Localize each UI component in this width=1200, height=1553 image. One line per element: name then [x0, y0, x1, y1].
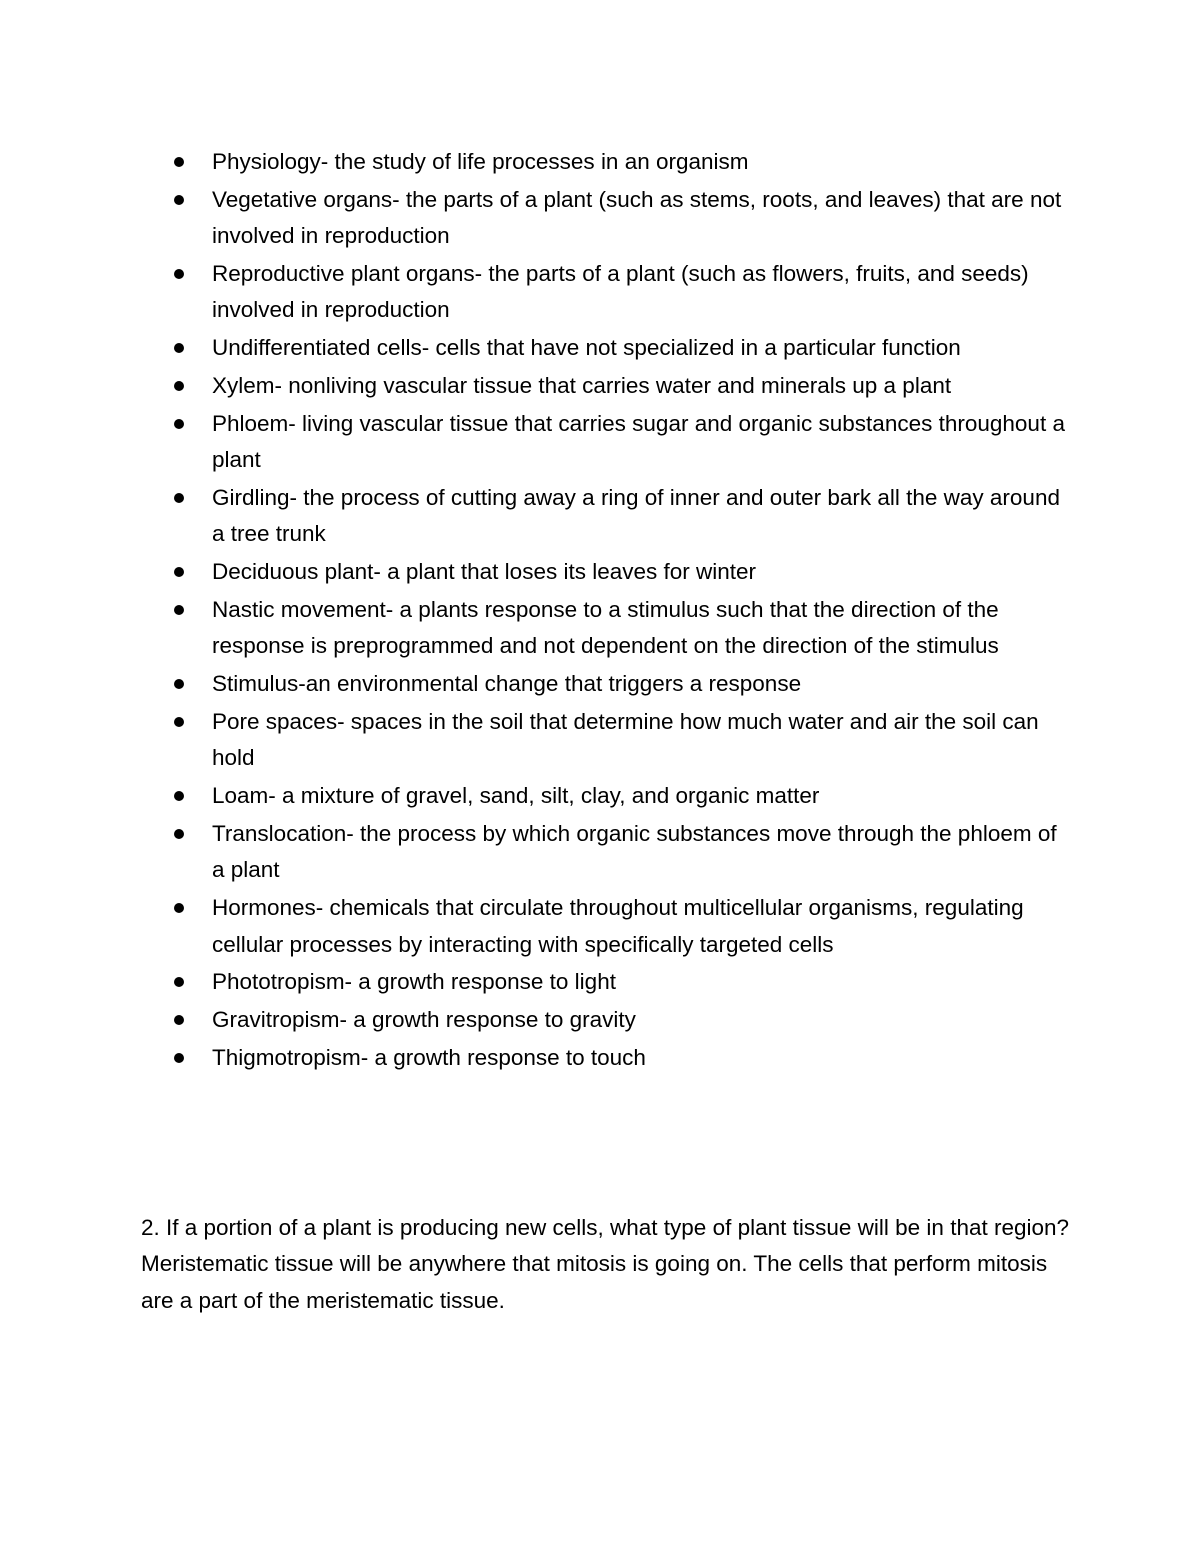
list-item-text: Phototropism- a growth response to light — [212, 969, 616, 995]
bullet-icon — [174, 791, 184, 801]
bullet-icon — [174, 567, 184, 577]
list-item-text: Undifferentiated cells- cells that have not specialized in a particular function — [212, 335, 961, 361]
list-item — [212, 368, 1072, 404]
list-item-text: Deciduous plant- a plant that loses its leaves for winter — [212, 559, 757, 585]
bullet-icon — [174, 717, 184, 727]
list-item-text: Translocation- the process by which organic substances move through the phloem of a plant — [212, 821, 1057, 883]
list-item — [212, 666, 1072, 702]
bullet-icon — [174, 679, 184, 689]
list-item-text: Gravitropism- a growth response to gravity — [212, 1007, 636, 1033]
bullet-icon — [174, 605, 184, 615]
list-item — [212, 144, 1072, 180]
list-item — [212, 704, 1072, 777]
list-item-text: Vegetative organs- the parts of a plant (such as stems, roots, and leaves) that are not involved in reproduction — [212, 186, 1062, 249]
list-item-text: Girdling- the process of cutting away a ring of inner and outer bark all the way around a tree trunk — [212, 485, 1060, 547]
list-item — [212, 1002, 1072, 1038]
bullet-icon — [174, 1053, 184, 1063]
list-item — [212, 330, 1072, 366]
bullet-icon — [174, 419, 184, 429]
glossary-list — [212, 144, 1072, 1078]
list-item-text: Phloem- living vascular tissue that carries sugar and organic substances throughout a plant — [212, 410, 1065, 473]
list-item-text: Physiology- the study of life processes in an organism — [212, 149, 749, 174]
list-item — [212, 592, 1072, 665]
list-item — [212, 890, 1072, 963]
list-item-text: Thigmotropism- a growth response to touch — [212, 1045, 646, 1070]
list-item — [212, 480, 1072, 553]
bullet-icon — [174, 493, 184, 503]
bullet-icon — [174, 903, 184, 913]
bullet-icon — [174, 1015, 184, 1025]
bullet-icon — [174, 977, 184, 987]
list-item — [212, 182, 1072, 255]
bullet-icon — [174, 343, 184, 353]
bullet-icon — [174, 157, 184, 167]
list-item-text: Nastic movement- a plants response to a stimulus such that the direction of the response is preprogrammed and not dependent on the direction of the stimulus — [212, 597, 999, 659]
list-item-text: Xylem- nonliving vascular tissue that carries water and minerals up a plant — [212, 373, 952, 398]
bullet-icon — [174, 195, 184, 205]
list-item-text: Hormones- chemicals that circulate throughout multicellular organisms, regulating cellular processes by interacting with specifically targeted cells — [212, 895, 1024, 957]
list-item — [212, 964, 1072, 1000]
list-item-text: Loam- a mixture of gravel, sand, silt, clay, and organic matter — [212, 783, 820, 809]
bullet-icon — [174, 829, 184, 839]
list-item — [212, 554, 1072, 590]
list-item — [212, 816, 1072, 889]
list-item — [212, 256, 1072, 329]
list-item-text: Stimulus-an environmental change that triggers a response — [212, 671, 802, 697]
list-item-text: Pore spaces- spaces in the soil that determine how much water and air the soil can hold — [212, 709, 1039, 771]
list-item-text: Reproductive plant organs- the parts of a plant (such as flowers, fruits, and seeds) involved in reproduction — [212, 261, 1029, 323]
list-item — [212, 778, 1072, 814]
bullet-icon — [174, 381, 184, 391]
bullet-icon — [174, 269, 184, 279]
list-item — [212, 406, 1072, 479]
list-item — [212, 1040, 1072, 1076]
question-answer-paragraph: 2. If a portion of a plant is producing new cells, what type of plant tissue will be in that region? Meristematic tissue will be anywhere that mitosis is going on. The cells that perform mitosis are a part of the meristematic tissue. — [141, 1215, 1070, 1313]
